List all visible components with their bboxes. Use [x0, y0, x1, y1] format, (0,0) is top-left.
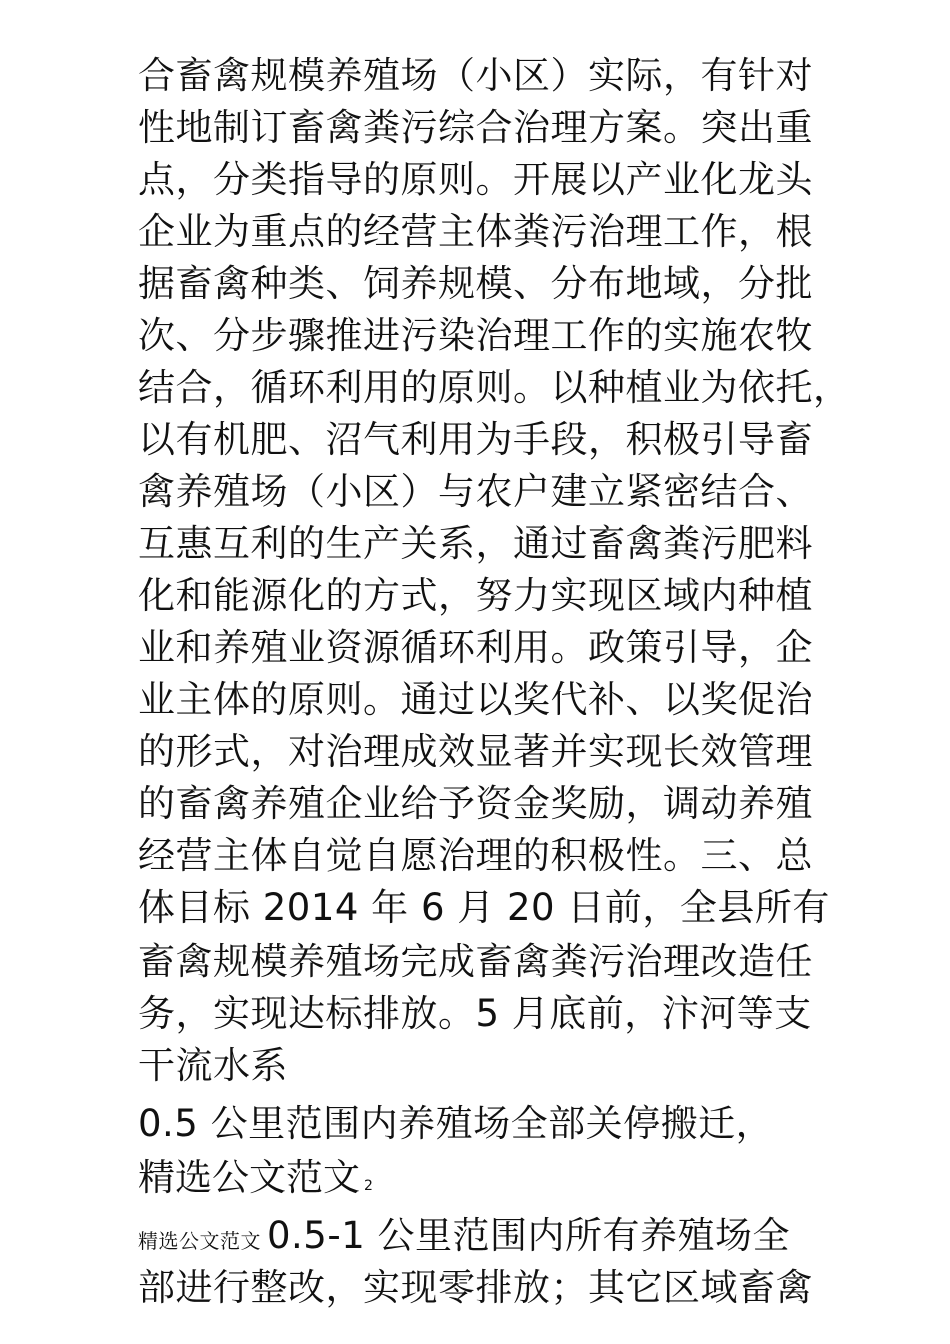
body-text-line: 部进行整改，实现零排放；其它区域畜禽	[138, 1266, 813, 1309]
body-text-line: 经营主体自觉自愿治理的积极性。三、总	[138, 834, 813, 877]
body-text-line: 干流水系	[138, 1044, 288, 1087]
body-text-line: 禽养殖场（小区）与农户建立紧密结合、	[138, 470, 813, 513]
body-text-line: 业和养殖业资源循环利用。政策引导，企	[138, 626, 813, 669]
body-text-span: 0.5-1 公里范围内所有养殖场全	[267, 1214, 790, 1257]
body-text-line: 互惠互利的生产关系，通过畜禽粪污肥料	[138, 522, 813, 565]
body-text-line: 企业为重点的经营主体粪污治理工作，根	[138, 210, 813, 253]
body-text-line: 性地制订畜禽粪污综合治理方案。突出重	[138, 106, 813, 149]
body-text-line: 据畜禽种类、饲养规模、分布地域，分批	[138, 262, 813, 305]
body-text-line: 次、分步骤推进污染治理工作的实施农牧	[138, 314, 813, 357]
body-text-line: 体目标 2014 年 6 月 20 日前，全县所有	[138, 886, 830, 929]
page-header-label: 精选公文范文	[138, 1229, 261, 1253]
body-text-line: 化和能源化的方式，努力实现区域内种植	[138, 574, 813, 617]
body-text-line: 以有机肥、沼气利用为手段，积极引导畜	[138, 418, 813, 461]
next-page-first-line	[138, 1212, 790, 1260]
footer-label: 精选公文范文	[138, 1156, 360, 1199]
body-text-line: 业主体的原则。通过以奖代补、以奖促治	[138, 678, 813, 721]
page-footer	[138, 1154, 373, 1202]
body-text-line: 合畜禽规模养殖场（小区）实际，有针对	[138, 54, 813, 97]
body-text-line: 务，实现达标排放。5 月底前，汴河等支	[138, 992, 812, 1035]
body-text-line: 点，分类指导的原则。开展以产业化龙头	[138, 158, 813, 201]
body-text-line: 的畜禽养殖企业给予资金奖励，调动养殖	[138, 782, 813, 825]
body-text-line: 的形式，对治理成效显著并实现长效管理	[138, 730, 813, 773]
body-text-line: 结合，循环利用的原则。以种植业为依托，	[138, 366, 851, 409]
body-text-line: 0.5 公里范围内养殖场全部关停搬迁，	[138, 1102, 774, 1145]
page-number: 2	[364, 1178, 373, 1194]
body-text-line: 畜禽规模养殖场完成畜禽粪污治理改造任	[138, 940, 813, 983]
